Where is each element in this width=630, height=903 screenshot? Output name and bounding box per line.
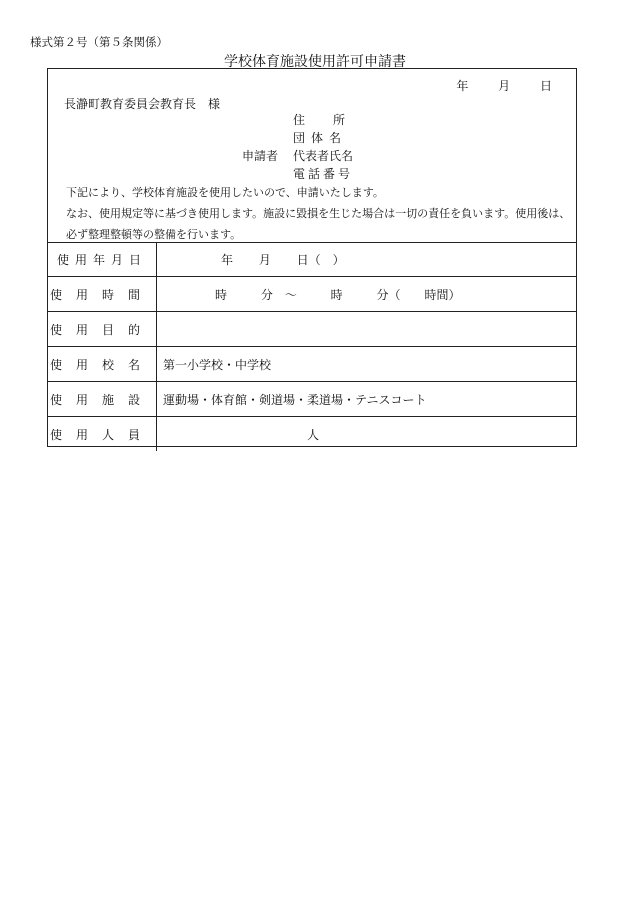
usage-date-label: 使用年月日 bbox=[48, 243, 157, 277]
facility-field[interactable]: 運動場・体育館・剣道場・柔道場・テニスコート bbox=[157, 382, 577, 417]
usage-details-table bbox=[48, 242, 576, 451]
notice-paragraph-1: 下記により、学校体育施設を使用したいので、申請いたします。 bbox=[66, 186, 384, 199]
addressee: 長瀞町教育委員会教育長 様 bbox=[64, 97, 221, 111]
applicant-label: 申請者 bbox=[242, 149, 279, 163]
form-header bbox=[48, 69, 576, 242]
application-date-field[interactable]: 年 月 日 bbox=[456, 79, 552, 93]
table-row bbox=[48, 277, 576, 312]
applicant-group-name-field[interactable]: 団体名 bbox=[293, 131, 348, 145]
form-number: 様式第２号（第５条関係） bbox=[30, 35, 168, 49]
applicant-representative-field[interactable]: 代表者氏名 bbox=[293, 149, 354, 163]
facility-label: 使用施設 bbox=[48, 382, 157, 417]
table-row bbox=[48, 347, 576, 382]
table-row bbox=[48, 417, 576, 452]
application-form bbox=[47, 68, 577, 447]
school-name-label: 使用校名 bbox=[48, 347, 157, 382]
attendees-field[interactable]: 人 bbox=[157, 417, 577, 452]
table-row bbox=[48, 312, 576, 347]
applicant-phone-field[interactable]: 電話番号 bbox=[293, 167, 354, 181]
usage-purpose-label: 使用目的 bbox=[48, 312, 157, 347]
document-title: 学校体育施設使用許可申請書 bbox=[224, 54, 406, 70]
usage-date-field[interactable]: 年 月 日（ ） bbox=[157, 243, 577, 277]
usage-purpose-field[interactable] bbox=[157, 312, 577, 347]
usage-time-label: 使用時間 bbox=[48, 277, 157, 312]
school-name-field[interactable]: 第一小学校・中学校 bbox=[157, 347, 577, 382]
usage-time-field[interactable]: 時 分 ～ 時 分（ 時間） bbox=[157, 277, 577, 312]
table-row bbox=[48, 243, 576, 277]
table-row bbox=[48, 382, 576, 417]
applicant-address-field[interactable]: 住所 bbox=[293, 113, 374, 127]
attendees-label: 使用人員 bbox=[48, 417, 157, 452]
notice-paragraph-2: なお、使用規定等に基づき使用します。施設に毀損を生じた場合は一切の責任を負います。使用後は、必ず整理整頓等の整備を行います。 bbox=[66, 207, 571, 241]
